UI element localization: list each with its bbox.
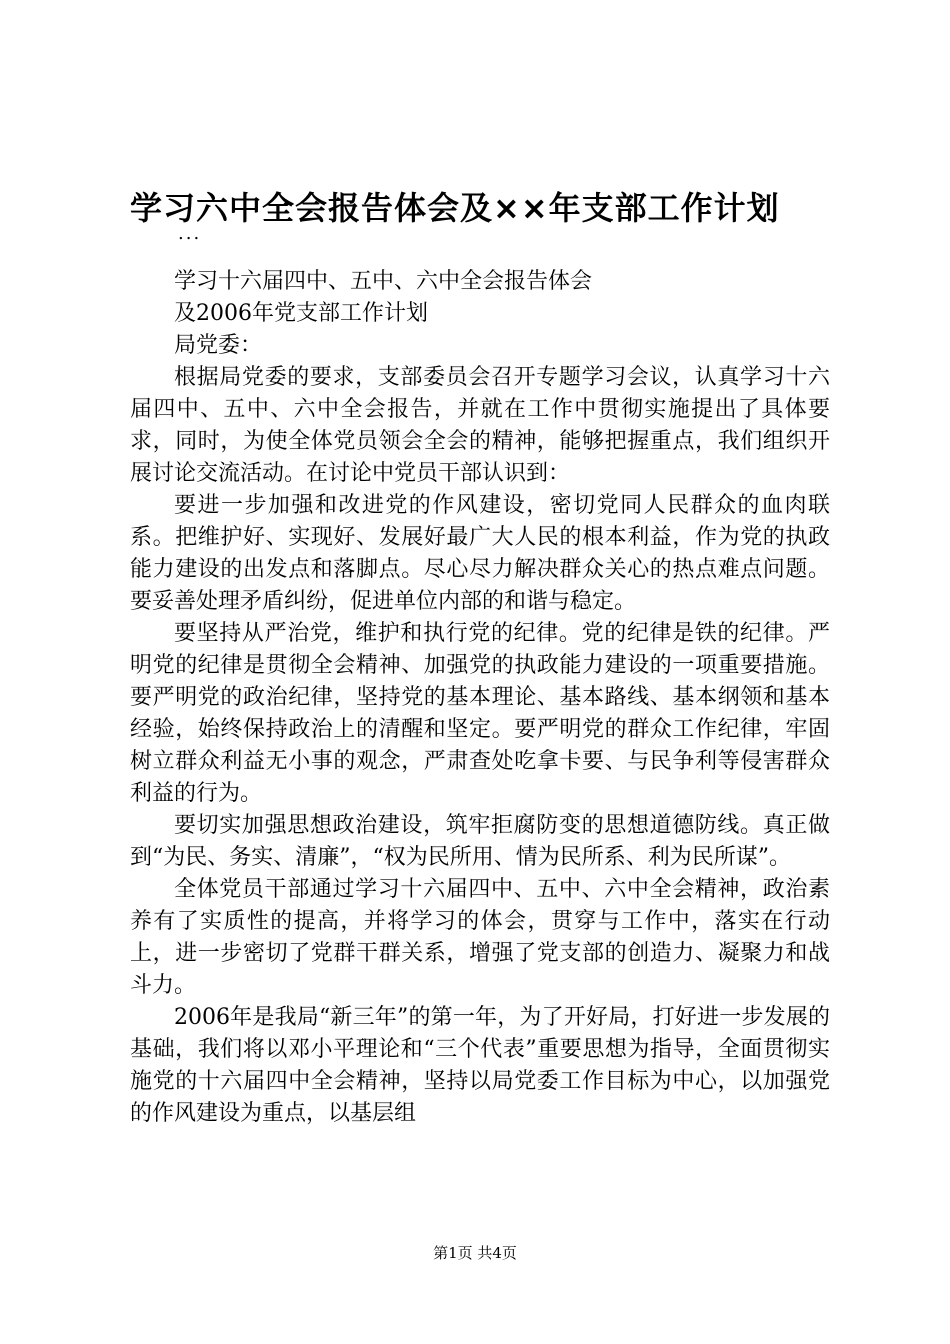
title-continuation: ... [178, 223, 202, 244]
paragraph: 要进一步加强和改进党的作风建设，密切党同人民群众的血肉联系。把维护好、实现好、发展好最广大人民的根本利益，作为党的执政能力建设的出发点和落脚点。尽心尽力解决群众关心的热点难点问题。要妥善处理矛盾纠纷，促进单位内部的和谐与稳定。 [130, 493, 830, 614]
document-body [130, 266, 830, 1130]
paragraph: 根据局党委的要求，支部委员会召开专题学习会议，认真学习十六届四中、五中、六中全会报告，并就在工作中贯彻实施提出了具体要求，同时，为使全体党员领会全会的精神，能够把握重点，我们组织开展讨论交流活动。在讨论中党员干部认识到： [130, 365, 830, 486]
paragraph-salutation: 局党委： [174, 333, 263, 358]
paragraph-subtitle-line-1: 学习十六届四中、五中、六中全会报告体会 [174, 269, 593, 294]
paragraph: 全体党员干部通过学习十六届四中、五中、六中全会精神，政治素养有了实质性的提高，并将学习的体会，贯穿与工作中，落实在行动上，进一步密切了党群干群关系，增强了党支部的创造力、凝聚力和战斗力。 [130, 877, 830, 998]
paragraph-subtitle-line-2: 及2006年党支部工作计划 [174, 301, 428, 326]
page-footer: 第1页 共4页 [433, 1244, 517, 1262]
paragraph: 2006年是我局“新三年”的第一年，为了开好局，打好进一步发展的基础，我们将以邓小平理论和“三个代表”重要思想为指导，全面贯彻实施党的十六届四中全会精神，坚持以局党委工作目标为中心，以加强党的作风建设为重点，以基层组 [130, 1005, 830, 1126]
paragraph: 要坚持从严治党，维护和执行党的纪律。党的纪律是铁的纪律。严明党的纪律是贯彻全会精神、加强党的执政能力建设的一项重要措施。要严明党的政治纪律，坚持党的基本理论、基本路线、基本纲领和基本经验，始终保持政治上的清醒和坚定。要严明党的群众工作纪律，牢固树立群众利益无小事的观念，严肃查处吃拿卡要、与民争利等侵害群众利益的行为。 [130, 621, 830, 806]
paragraph: 要切实加强思想政治建设，筑牢拒腐防变的思想道德防线。真正做到“为民、务实、清廉”，“权为民所用、情为民所系、利为民所谋”。 [130, 813, 830, 870]
document-title: 学习六中全会报告体会及××年支部工作计划 [130, 189, 780, 227]
